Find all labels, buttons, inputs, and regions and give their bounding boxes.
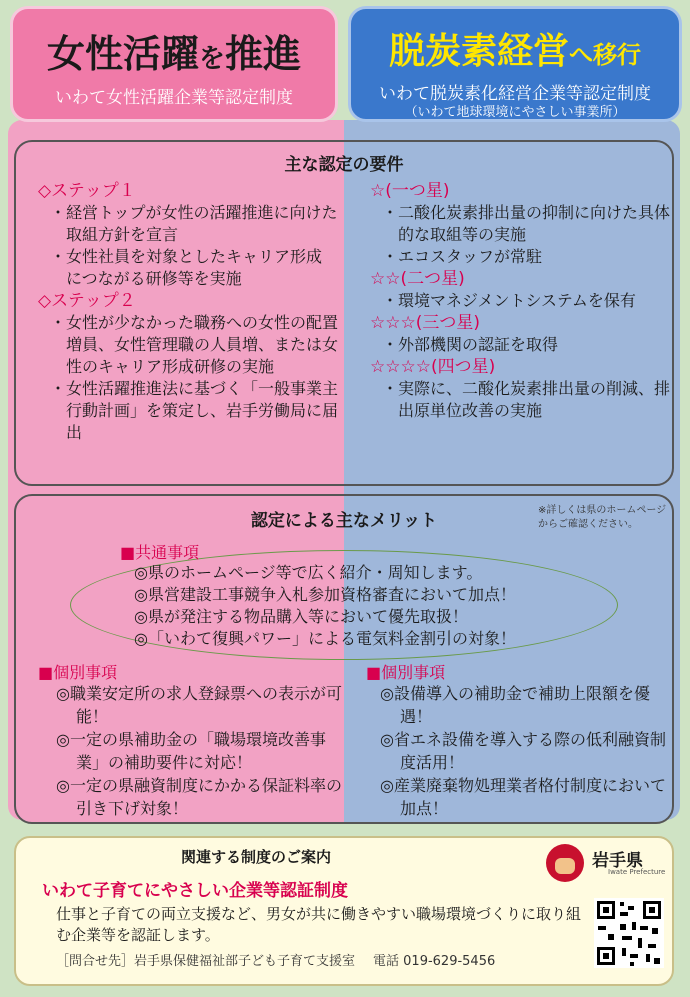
requirement-item: ・エコスタッフが常駐 (382, 247, 543, 266)
related-title: いわて子育てにやさしい企業等認証制度 (42, 881, 348, 901)
mascot-icon (546, 844, 584, 882)
requirement-item: ・二酸化炭素排出量の抑制に向けた具体的な取組等の実施 (382, 203, 671, 244)
decarbon-subtitle: いわて脱炭素化経営企業等認定制度 (379, 84, 651, 104)
merits-heading: 認定による主なメリット (250, 511, 438, 531)
requirement-level: ☆(一つ星) (370, 181, 450, 201)
women-merit-item: ◎職業安定所の求人登録票への表示が可能！ (56, 684, 342, 726)
common-merits (134, 562, 516, 650)
women-title: 女性活躍を推進 (46, 32, 302, 76)
women-individual-merits (56, 682, 346, 820)
requirements-heading: 主な認定の要件 (284, 155, 404, 175)
requirement-item: ・外部機関の認証を取得 (382, 335, 559, 354)
qr-code-icon[interactable] (594, 898, 664, 968)
decarbon-individual-heading: ■個別事項 (366, 663, 446, 682)
women-requirements (38, 180, 338, 444)
decarbon-header (348, 6, 682, 122)
requirement-item: ・実際に、二酸化炭素排出量の削減、排出原単位改善の実施 (382, 379, 671, 420)
common-merit-item: ◎「いわて復興パワー」による電気料金割引の対象！ (134, 629, 516, 648)
related-heading: 関連する制度のご案内 (180, 848, 331, 866)
requirement-item: ・女性が少なかった職務への女性の配置増員、女性管理職の人員増、または女性のキャリア形成研修の実施 (50, 313, 339, 376)
requirement-level: ◇ステップ１ (38, 181, 136, 201)
related-program-box (14, 836, 674, 986)
women-individual-heading: ■個別事項 (38, 663, 118, 682)
women-header (10, 6, 338, 122)
decarbon-merit-item: ◎産業廃棄物処理業者格付制度において加点！ (380, 776, 666, 818)
prefecture-name-en: Iwate Prefecture (608, 868, 666, 876)
common-heading: ■共通事項 (120, 543, 200, 562)
contact-info (56, 950, 495, 969)
common-merit-item: ◎県のホームページ等で広く紹介・周知します。 (134, 563, 483, 582)
contact-phone: 電話 019-629-5456 (373, 954, 496, 969)
website-note: ※詳しくは県のホームページからご確認ください。 (538, 505, 667, 530)
common-merit-item: ◎県営建設工事競争入札参加資格審査において加点！ (134, 585, 516, 604)
women-merit-item: ◎一定の県補助金の「職場環境改善事業」の補助要件に対応！ (56, 730, 326, 772)
decarbon-merit-item: ◎省エネ設備を導入する際の低利融資制度活用！ (380, 730, 666, 772)
requirement-level: ☆☆☆(三つ星) (370, 313, 480, 333)
iwate-logo (546, 844, 666, 884)
requirement-item: ・環境マネジメントシステムを保有 (382, 291, 636, 310)
requirement-level: ☆☆☆☆(四つ星) (370, 357, 496, 377)
requirement-item: ・女性社員を対象としたキャリア形成につながる研修等を実施 (50, 247, 323, 288)
merits-box (14, 494, 674, 824)
requirement-level: ◇ステップ２ (38, 291, 136, 311)
decarbon-subtitle-2: （いわて地球環境にやさしい事業所） (404, 105, 626, 120)
decarbon-title: 脱炭素経営へ移行 (388, 31, 641, 72)
common-merit-item: ◎県が発注する物品購入等において優先取扱！ (134, 607, 468, 626)
decarbon-merit-item: ◎設備導入の補助金で補助上限額を優遇！ (380, 684, 650, 726)
decarbon-individual-merits (380, 682, 670, 820)
prefecture-name: 岩手県 (592, 851, 643, 871)
requirement-item: ・経営トップが女性の活躍推進に向けた取組方針を宣言 (50, 203, 338, 244)
requirements-box (14, 140, 674, 486)
contact-office: ［問合せ先］岩手県保健福祉部子ども子育て支援室 (56, 954, 356, 969)
decarbon-requirements (370, 180, 670, 422)
requirement-level: ☆☆(二つ星) (370, 269, 465, 289)
women-merit-item: ◎一定の県融資制度にかかる保証料率の引き下げ対象！ (56, 776, 342, 818)
requirement-item: ・女性活躍推進法に基づく「一般事業主行動計画」を策定し、岩手労働局に届出 (50, 379, 339, 442)
related-description: 仕事と子育ての両立支援など、男女が共に働きやすい職場環境づくりに取り組む企業等を認証します。 (56, 905, 582, 944)
women-subtitle: いわて女性活躍企業等認定制度 (55, 88, 293, 108)
